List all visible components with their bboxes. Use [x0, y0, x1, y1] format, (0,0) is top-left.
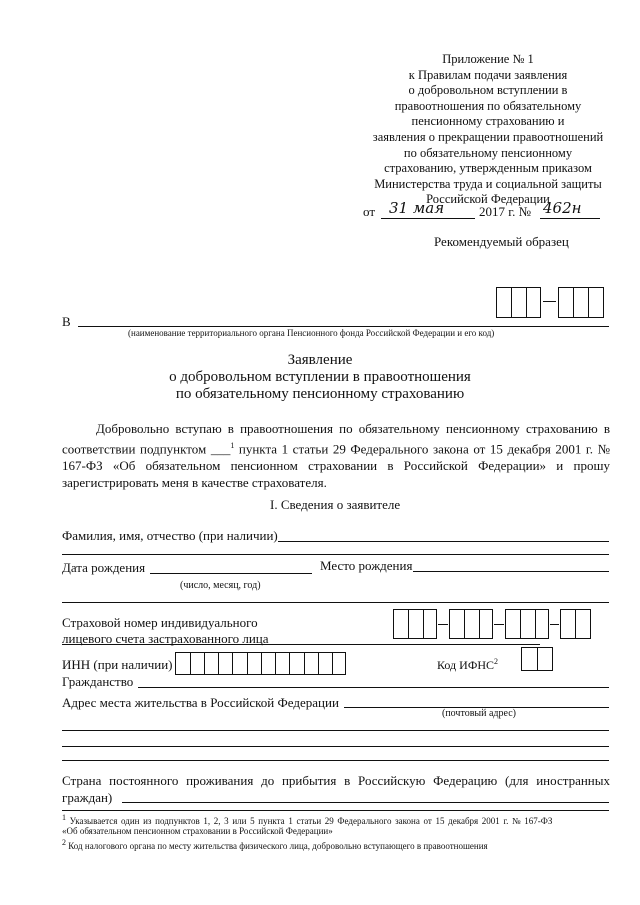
country-field[interactable]: [122, 802, 609, 803]
inn-boxes[interactable]: [175, 652, 346, 675]
snils-dash: [438, 624, 448, 625]
birth-date-field[interactable]: [150, 573, 312, 574]
appendix-line: о добровольном вступлении в: [408, 83, 568, 98]
fio-field-continued[interactable]: [62, 554, 609, 555]
doc-title: Заявление: [287, 352, 353, 368]
snils-dash: [550, 624, 559, 625]
order-date-line: [381, 218, 475, 219]
snils-box-2[interactable]: [449, 609, 493, 639]
order-number-line: [540, 218, 600, 219]
fio-label: Фамилия, имя, отчество (при наличии): [62, 528, 278, 543]
address-field-line3[interactable]: [62, 746, 609, 747]
snils-dash: [494, 624, 504, 625]
country-label-line1: Страна постоянного проживания до прибытия в Российскую Федерацию (для иностранных: [62, 773, 610, 788]
birth-date-caption: (число, месяц, год): [180, 580, 261, 591]
appendix-line: Министерства труда и социальной защиты: [374, 176, 602, 191]
ifns-code-boxes[interactable]: [521, 647, 553, 671]
appendix-line: по обязательному пенсионному: [403, 145, 573, 160]
ifns-label: Код ИФНС$^2$: [437, 657, 498, 672]
appendix-line: Российской Федерации: [426, 192, 550, 207]
office-code-box-2[interactable]: [558, 287, 604, 318]
country-label-line2: граждан): [62, 790, 113, 805]
recipient-caption: (наименование территориального органа Пенсионного фонда Российской Федерации и его код): [128, 328, 495, 338]
address-caption: (почтовый адрес): [442, 708, 516, 719]
appendix-line: заявления о прекращении правоотношений: [372, 129, 604, 144]
footnote-1-line2: «Об обязательном пенсионном страховании в Российской Федерации»: [62, 826, 333, 836]
code-dash: [543, 301, 556, 302]
order-date-handwritten: 31 мая: [389, 199, 445, 217]
fio-field[interactable]: [278, 541, 609, 542]
snils-box-3[interactable]: [505, 609, 549, 639]
doc-subtitle-2: по обязательному пенсионному страхованию: [175, 386, 465, 402]
appendix-block: [358, 52, 618, 208]
footnote-1-line1: 1 Указывается один из подпунктов 1, 2, 3 или 5 пункта 1 статьи 29 Федерального закона от 15 декабря 2001 г. № 167-ФЗ: [62, 813, 553, 826]
appendix-title: Приложение № 1: [442, 52, 534, 66]
order-date-prefix: от: [363, 204, 376, 219]
intro-paragraph: Добровольно вступаю в правоотношения по обязательному пенсионному страхованию в соответствии подпунктом ___$^1$ пункта 1 статьи 29 Федерального закона от 15 декабря 2001 г. № 167-ФЗ «Об обязательном пенсионном страховании в Российской Федерации» и прошу зарегистрировать меня в качестве страхователя.: [62, 421, 611, 491]
footnote-2: 2 Код налогового органа по месту жительства физического лица, добровольно вступающего в правоотношения: [62, 838, 488, 851]
citizenship-label: Гражданство: [62, 674, 134, 689]
appendix-line: пенсионному страхованию и: [411, 114, 565, 129]
recipient-field[interactable]: [78, 326, 609, 327]
snils-label-line2: лицевого счета застрахованного лица: [62, 631, 269, 646]
inn-label: ИНН (при наличии): [62, 657, 173, 672]
section-title: I. Сведения о заявителе: [270, 497, 401, 512]
birth-place-field-continued[interactable]: [62, 602, 609, 603]
snils-label-line1: Страховой номер индивидуального: [62, 615, 258, 630]
birth-place-field[interactable]: [413, 571, 609, 572]
citizenship-field[interactable]: [138, 687, 609, 688]
order-number-handwritten: 462н: [543, 199, 582, 217]
snils-box-1[interactable]: [393, 609, 437, 639]
birth-date-label: Дата рождения: [62, 560, 146, 575]
snils-box-4[interactable]: [560, 609, 591, 639]
address-field-line4[interactable]: [62, 760, 609, 761]
appendix-line: правоотношения по обязательному: [394, 98, 582, 113]
order-year: 2017 г. №: [479, 204, 532, 219]
appendix-line: к Правилам подачи заявления: [408, 67, 568, 82]
appendix-line: страхованию, утвержденным приказом: [384, 161, 592, 176]
birth-place-label: Место рождения: [320, 558, 413, 573]
footnote-separator: [62, 810, 609, 811]
doc-subtitle-1: о добровольном вступлении в правоотношения: [169, 369, 471, 385]
address-field-line2[interactable]: [62, 730, 609, 731]
snils-underline: [62, 644, 540, 645]
recipient-prefix: В: [62, 314, 71, 329]
address-label: Адрес места жительства в Российской Федерации: [62, 695, 339, 710]
office-code-box-1[interactable]: [496, 287, 541, 318]
sample-label: Рекомендуемый образец: [434, 234, 569, 249]
